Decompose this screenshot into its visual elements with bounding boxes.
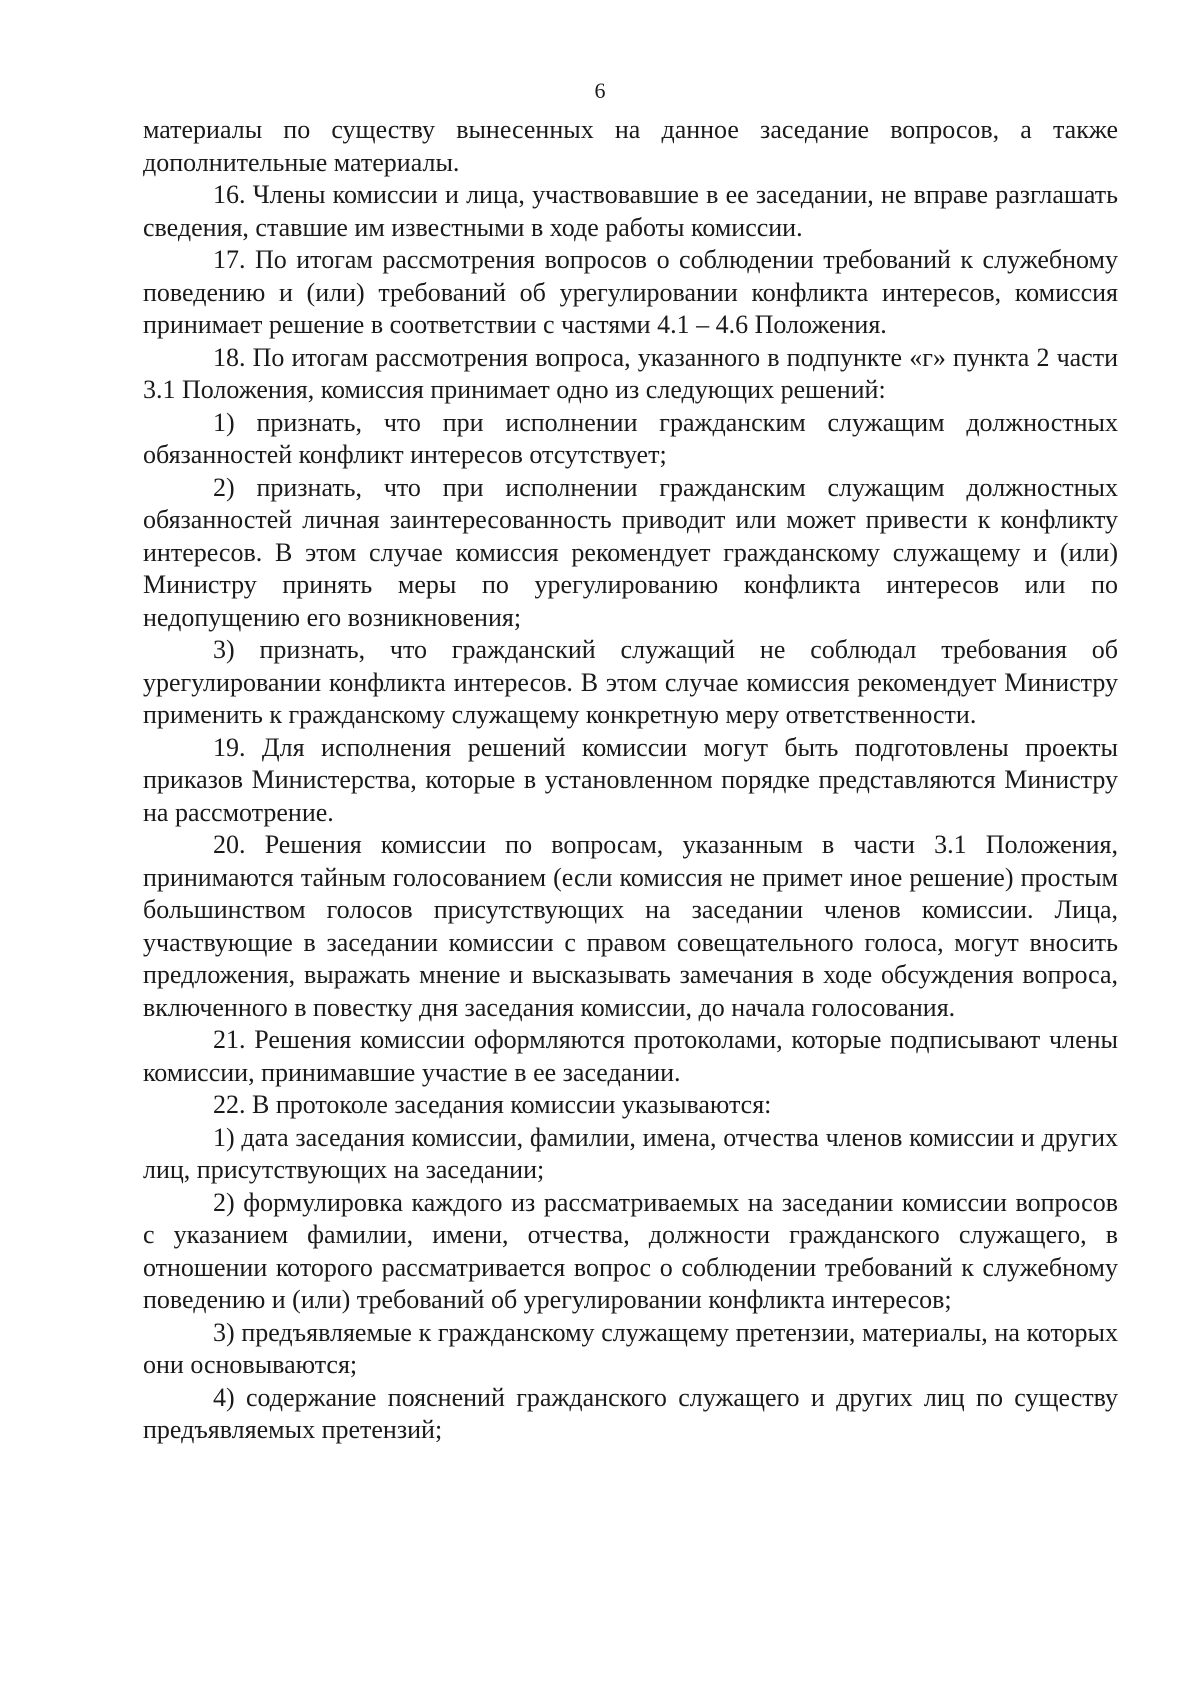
document-body xyxy=(143,114,1118,1447)
paragraph-21: 21. Решения комиссии оформляются протоколами, которые подписывают члены комиссии, принимавшие участие в ее заседании. xyxy=(143,1025,1118,1087)
paragraph-22-item-3: 3) предъявляемые к гражданскому служащему претензии, материалы, на которых они основываются; xyxy=(143,1317,1118,1379)
paragraph-18-item-2: 2) признать, что при исполнении гражданским служащим должностных обязанностей личная заинтересованность приводит или может привести к конфликту интересов. В этом случае комиссия рекомендует гражданскому служащему и (или) Министру принять меры по урегулированию конфликта интересов или по недопущению его возникновения; xyxy=(143,472,1118,632)
paragraph-19: 19. Для исполнения решений комиссии могут быть подготовлены проекты приказов Министерства, которые в установленном порядке представляются Министру на рассмотрение. xyxy=(143,732,1118,827)
paragraph-continuation: материалы по существу вынесенных на данное заседание вопросов, а также дополнительные материалы. xyxy=(143,115,1118,177)
paragraph-20: 20. Решения комиссии по вопросам, указанным в части 3.1 Положения, принимаются тайным голосованием (если комиссия не примет иное решение) простым большинством голосов присутствующих на заседании членов комиссии. Лица, участвующие в заседании комиссии с правом совещательного голоса, могут вносить предложения, выражать мнение и высказывать замечания в ходе обсуждения вопроса, включенного в повестку дня заседания комиссии, до начала голосования. xyxy=(143,830,1118,1022)
paragraph-18-item-3: 3) признать, что гражданский служащий не соблюдал требования об урегулировании конфликта интересов. В этом случае комиссия рекомендует Министру применить к гражданскому служащему конкретную меру ответственности. xyxy=(143,635,1118,729)
paragraph-22-item-4: 4) содержание пояснений гражданского служащего и других лиц по существу предъявляемых претензий; xyxy=(143,1382,1118,1444)
paragraph-17: 17. По итогам рассмотрения вопросов о соблюдении требований к служебному поведению и (или) требований об урегулировании конфликта интересов, комиссия принимает решение в соответствии с частями 4.1 – 4.6 Положения. xyxy=(143,245,1118,339)
paragraph-22: 22. В протоколе заседания комиссии указываются: xyxy=(213,1090,772,1119)
page-number: 6 xyxy=(594,78,606,103)
paragraph-18: 18. По итогам рассмотрения вопроса, указанного в подпункте «г» пункта 2 части 3.1 Положения, комиссия принимает одно из следующих решений: xyxy=(143,342,1118,404)
paragraph-22-item-1: 1) дата заседания комиссии, фамилии, имена, отчества членов комиссии и других лиц, присутствующих на заседании; xyxy=(143,1122,1118,1184)
paragraph-22-item-2: 2) формулировка каждого из рассматриваемых на заседании комиссии вопросов с указанием фамилии, имени, отчества, должности гражданского служащего, в отношении которого рассматривается вопрос о соблюдении требований к служебному поведению и (или) требований об урегулировании конфликта интересов; xyxy=(143,1187,1118,1314)
paragraph-18-item-1: 1) признать, что при исполнении гражданским служащим должностных обязанностей конфликт интересов отсутствует; xyxy=(143,407,1118,469)
paragraph-16: 16. Члены комиссии и лица, участвовавшие в ее заседании, не вправе разглашать сведения, ставшие им известными в ходе работы комиссии. xyxy=(143,180,1118,242)
